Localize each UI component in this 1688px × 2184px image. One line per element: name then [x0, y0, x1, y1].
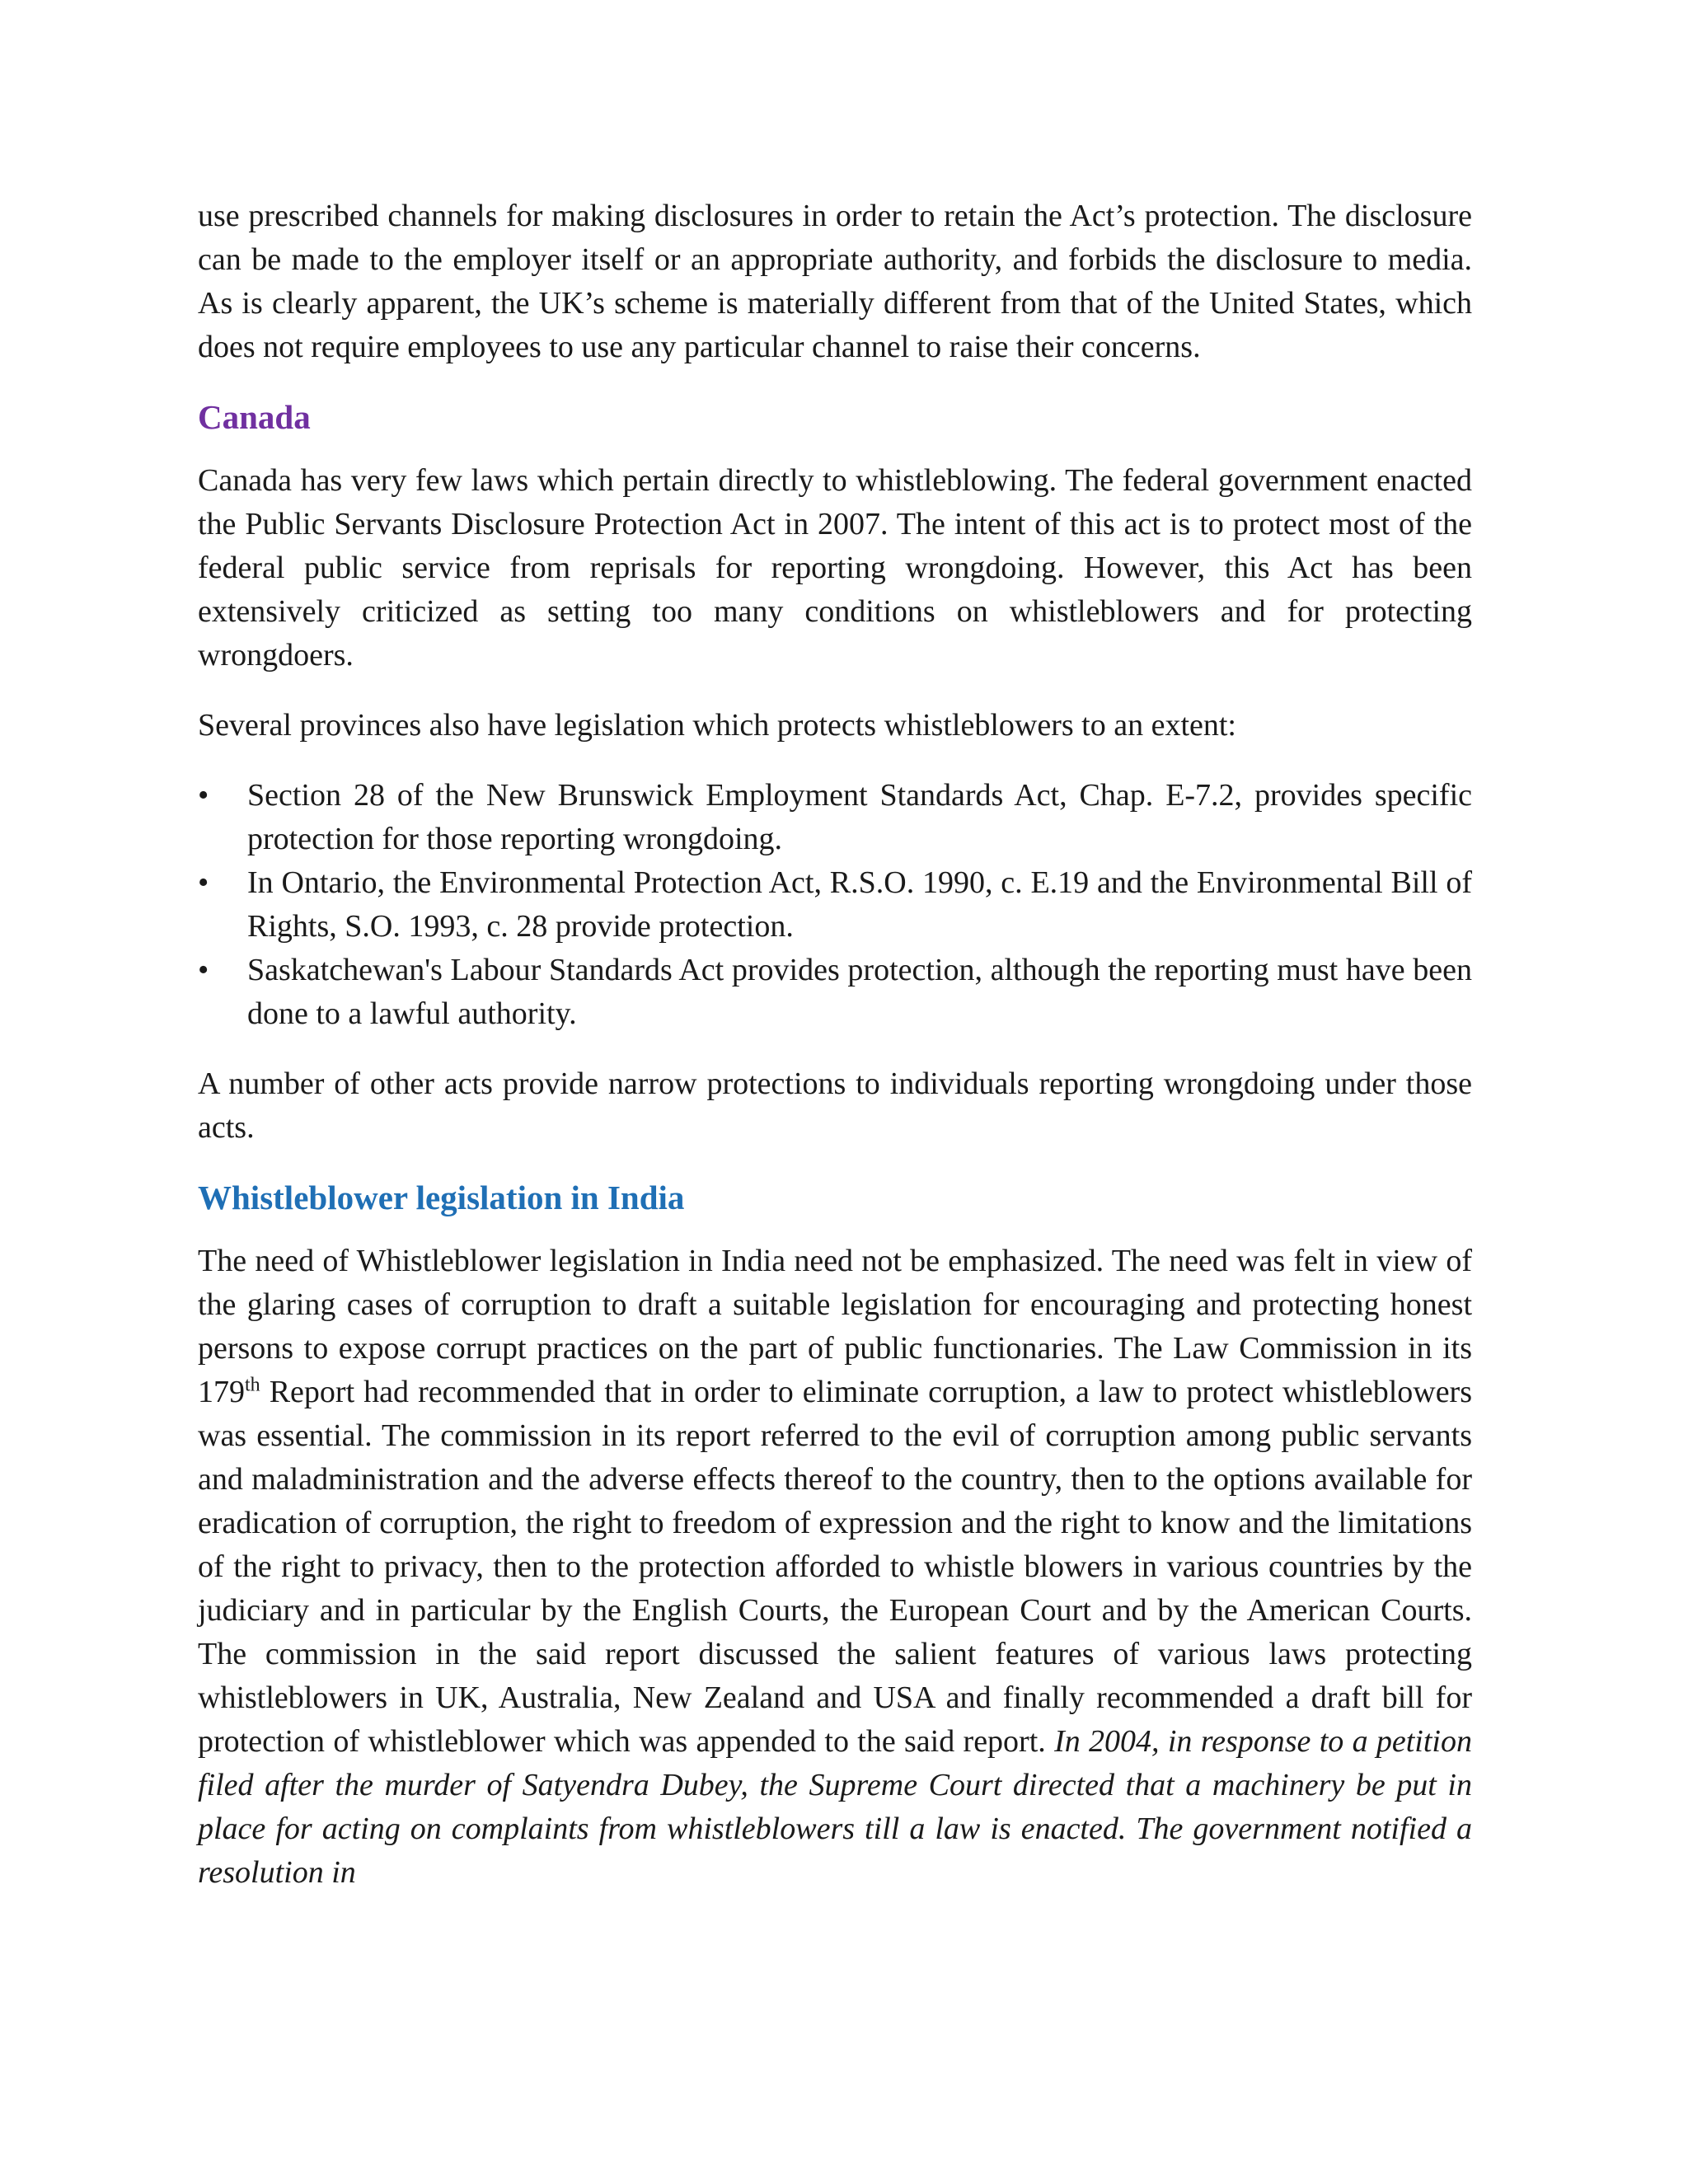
india-italic-text: In 2004, in response to a petition filed after the murder of Satyendra Dubey, the Supreme Court directed that a machinery be put in place for acting on complaints from whistleblowers till a law is enacted. The government notified a resolution in [198, 1724, 1472, 1890]
canada-paragraph-2: Several provinces also have legislation which protects whistleblowers to an extent: [198, 708, 1236, 743]
list-item-text: Saskatchewan's Labour Standards Act provides protection, although the reporting must have been done to a lawful authority. [247, 953, 1472, 1031]
canada-heading: Canada [198, 398, 311, 436]
india-text-part-1: The need of Whistleblower legislation in India need not be emphasized. The need was felt in view of the glaring cases of corruption to draft a suitable legislation for encouraging and protecting honest persons to expose corrupt practices on the part of public functionaries. The Law Commission in its 179 [198, 1244, 1472, 1409]
bullet-icon: • [198, 778, 209, 813]
list-item-text: Section 28 of the New Brunswick Employment Standards Act, Chap. E-7.2, provides specific protection for those reporting wrongdoing. [247, 778, 1472, 856]
list-item [198, 861, 1472, 949]
list-item-text: In Ontario, the Environmental Protection Act, R.S.O. 1990, c. E.19 and the Environmental Bill of Rights, S.O. 1993, c. 28 provide protection. [247, 865, 1472, 944]
canada-paragraph-3: A number of other acts provide narrow protections to individuals reporting wrongdoing under those acts. [198, 1066, 1472, 1145]
provinces-bullet-list [198, 774, 1472, 1036]
bullet-icon: • [198, 865, 209, 900]
intro-paragraph: use prescribed channels for making disclosures in order to retain the Act’s protection. The disclosure can be made to the employer itself or an appropriate authority, and forbids the disclosure to media. As is clearly apparent, the UK’s scheme is materially different from that of the United States, which does not require employees to use any particular channel to raise their concerns. [198, 199, 1472, 364]
bullet-icon: • [198, 953, 209, 987]
india-heading: Whistleblower legislation in India [198, 1179, 685, 1216]
india-paragraph [198, 1240, 1472, 1895]
list-item [198, 949, 1472, 1036]
india-text-part-2: Report had recommended that in order to eliminate corruption, a law to protect whistleblowers was essential. The commission in its report referred to the evil of corruption among public servants and maladministration and the adverse effects thereof to the country, then to the options available for eradication of corruption, the right to freedom of expression and the right to know and the limitations of the right to privacy, then to the protection afforded to whistle blowers in various countries by the judiciary and in particular by the English Courts, the European Court and by the American Courts. The commission in the said report discussed the salient features of various laws protecting whistleblowers in UK, Australia, New Zealand and USA and finally recommended a draft bill for protection of whistleblower which was appended to the said report. [198, 1375, 1472, 1759]
list-item [198, 774, 1472, 861]
canada-paragraph-1: Canada has very few laws which pertain directly to whistleblowing. The federal government enacted the Public Servants Disclosure Protection Act in 2007. The intent of this act is to protect most of the federal public service from reprisals for reporting wrongdoing. However, this Act has been extensively criticized as setting too many conditions on whistleblowers and for protecting wrongdoers. [198, 463, 1472, 673]
ordinal-superscript: th [245, 1374, 260, 1396]
document-page [198, 194, 1472, 1921]
